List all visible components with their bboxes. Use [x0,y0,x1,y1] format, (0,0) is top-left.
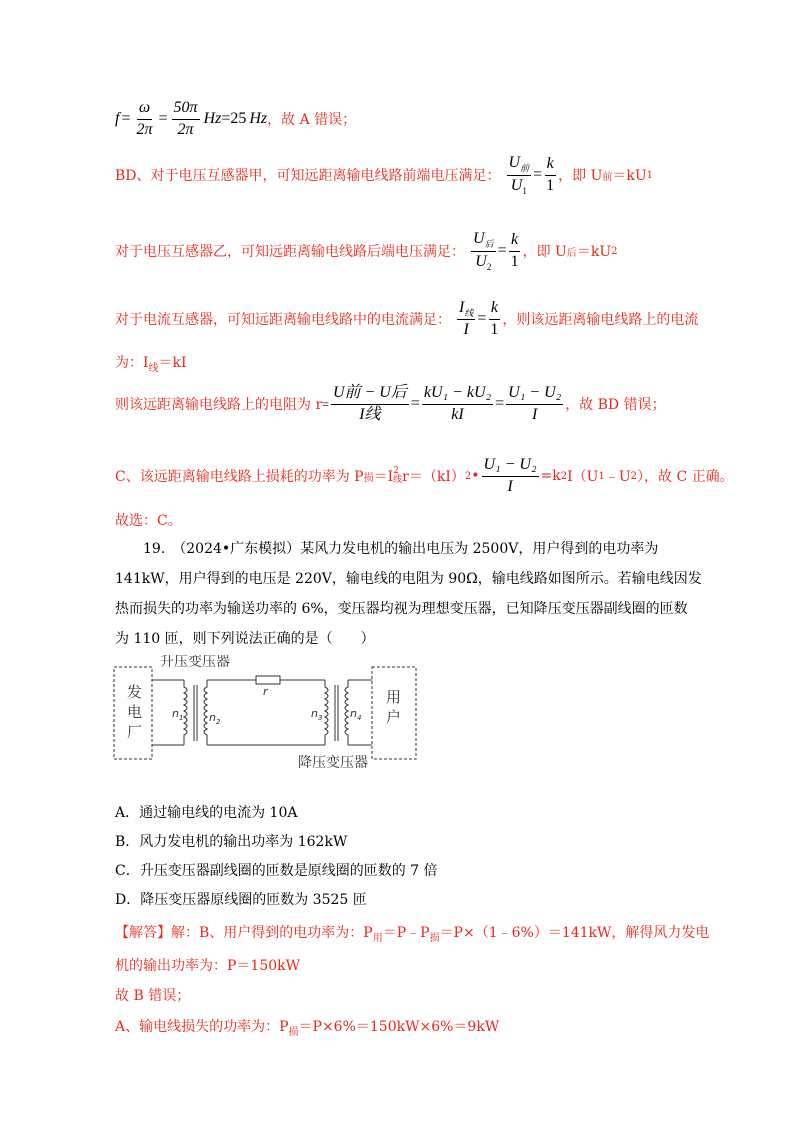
text: ，即 U [522,244,567,260]
power-plant-label: 厂 [127,723,143,741]
fraction-u-front [507,154,532,196]
fraction-k [488,299,500,339]
subscript: 前 [520,163,530,174]
text: ＝kI [158,355,187,371]
unit-hz: Hz [203,110,222,127]
text: r＝（kI） [402,469,465,485]
text: ﹣U [604,469,631,485]
denominator: 2π [136,120,153,138]
u-symbol: U [475,252,487,270]
step-down-secondary-coil [345,680,348,745]
line-yi [115,228,618,274]
subscript: 1 [522,185,527,196]
line-current-cont [115,352,187,374]
subscript: 1 [598,470,605,482]
eq-sign: = [121,110,131,127]
conclusion-text: ，故 A 错误； [267,112,357,128]
solution-line-3: 故 B 错误； [115,988,191,1004]
user-label: 用 [386,688,402,706]
fraction-i-line [457,299,475,340]
denominator: 1 [490,320,499,338]
superscript: 2 [393,466,399,476]
text: 对于电压互感器乙，可知远距离输电线路后端电压满足： [115,244,465,260]
unit-hz: Hz [249,110,268,127]
solution-line-2: 机的输出功率为：P＝150kW [115,958,301,974]
subscript: 2 [630,470,638,482]
text: ，故 BD 错误； [565,397,666,413]
text: 解：B、用户得到的电功率为：P [171,925,373,941]
subscript: 损 [288,1026,299,1038]
subscript: 损 [429,932,440,944]
denominator: kI [451,405,464,423]
text: C、该远距离输电线路上损耗的功率为 P [115,469,364,485]
numerator: U前 − U后 [331,384,409,404]
n1-label: $n_1$ [172,707,184,722]
resistor [256,676,280,684]
text: 则该远距离输电线路上的电阻为 r [115,397,323,413]
eq-sign: = [495,395,505,412]
option-d[interactable]: D．降压变压器原线圈的匝数为 3525 匝 [115,892,367,908]
i-symbol: I [459,298,465,316]
text: ），故 C 正确。 [637,469,734,485]
step-down-label: 降压变压器 [298,755,368,770]
subscript: 前 [602,171,613,183]
question-line: 141kW，用户得到的电压是 220V，输电线的电阻为 90Ω，输电线路如图所示。若输电线因发 [115,571,702,587]
option-b[interactable]: B．风力发电机的输出功率为 162kW [115,834,348,850]
superscript: 2 [560,470,568,482]
subscript: 线 [393,475,403,485]
answer-line: 故选：C。 [115,513,182,529]
text: ＝P×6%＝150kW×6%＝9kW [298,1019,500,1035]
secondary-coil [204,680,207,745]
text: ＝I [373,469,394,485]
f-symbol: f [115,110,120,127]
text: ＝P﹣P [382,925,430,941]
text: 对于电流互感器，可知远距离输电线路中的电流满足： [115,312,451,328]
line-bd [115,152,653,198]
value-25: =25 [221,110,247,127]
numerator: U₁ − U₂ [506,384,563,404]
power-plant-label: 发 [127,683,143,701]
u-symbol: U [508,153,521,171]
numerator: kU₁ − kU₂ [422,384,493,404]
eq-sign: = [410,395,420,412]
primary-wire [152,680,184,745]
question-line: 19. （2024•广东模拟）某风力发电机的输出电压为 2500V，用户得到的电功率为 [143,541,659,557]
text: ＝kU [612,168,647,184]
superscript: 2 [464,470,472,482]
fraction-k [544,155,556,195]
primary-coil [184,680,187,745]
question-line: 为 110 匝，则下列说法正确的是（ ） [115,631,375,647]
option-a[interactable]: A．通过输电线的电流为 10A [115,805,298,821]
fraction-omega [134,99,154,139]
text: 为：I [115,355,149,371]
eq-sign: = [322,396,329,411]
text: ，则该远距离输电线路上的电流 [502,312,699,328]
n3-label: $n_3$ [311,707,323,722]
fraction-c [482,456,539,496]
fraction-k [509,231,521,271]
fraction-u-back [471,230,496,272]
subscript: 用 [372,932,383,944]
question-text [115,536,715,653]
eq-sign: = [533,166,543,183]
text: I（U [567,469,599,485]
subscript: 线 [464,307,474,318]
subscript: 损 [363,472,374,484]
u-symbol: U [510,176,523,194]
power-plant-label: 电 [127,703,143,721]
line-current [115,296,698,342]
solution-line-1 [115,922,709,944]
fraction-50pi [172,99,200,139]
n4-label: $n_4$ [350,707,362,722]
text: =k [540,468,561,484]
denominator: I [507,477,513,495]
line-resistance [115,381,666,427]
step-down-primary-coil [325,680,328,745]
line-c [115,453,734,499]
dot: • [471,468,480,484]
transmission-diagram [110,655,420,770]
subscript: 后 [484,239,494,250]
solution-tag: 【解答】 [115,925,171,941]
fraction-r2 [422,384,493,424]
subscript: 2 [611,245,618,257]
denominator: I [532,405,538,423]
resistor-label: r [263,685,268,698]
numerator: ω [137,99,152,119]
line-frequency [115,98,356,140]
denominator: 1 [546,176,555,194]
option-c[interactable]: C．升压变压器副线圈的匝数是原线圈的匝数的 7 倍 [115,863,438,879]
text: A、输电线损失的功率为：P [115,1019,289,1035]
subscript: 1 [646,169,654,181]
text: ，即 U [558,168,603,184]
numerator: k [489,299,500,319]
user-label: 户 [386,708,402,726]
text: ＝kU [576,244,612,260]
solution-line-4 [115,1016,499,1038]
step-up-label: 升压变压器 [160,655,230,670]
fraction-r3 [506,384,563,424]
u-symbol: U [473,229,485,247]
numerator: k [509,231,520,251]
numerator: k [545,155,556,175]
question-line: 热而损失的功率为输送功率的 6%，变压器均视为理想变压器，已知降压变压器副线圈的匝数 [115,601,688,617]
subscript: 线 [148,362,159,374]
denominator: I线 [359,405,381,423]
denominator: 1 [510,252,519,270]
subscript: 2 [486,261,492,272]
fraction-r1 [331,384,409,424]
n2-label: $n_2$ [209,711,221,726]
eq-sign: = [158,110,168,127]
denominator: 2π [177,120,194,138]
subscript: 后 [566,247,577,259]
text: BD、对于电压互感器甲，可知远距离输电线路前端电压满足： [115,168,501,184]
numerator: U₁ − U₂ [482,456,539,476]
numerator: 50π [172,99,200,119]
denominator: I [463,321,469,339]
eq-sign: = [497,242,507,259]
eq-sign: = [477,310,487,327]
text: ＝P×（1﹣6%）＝141kW，解得风力发电 [439,925,710,941]
